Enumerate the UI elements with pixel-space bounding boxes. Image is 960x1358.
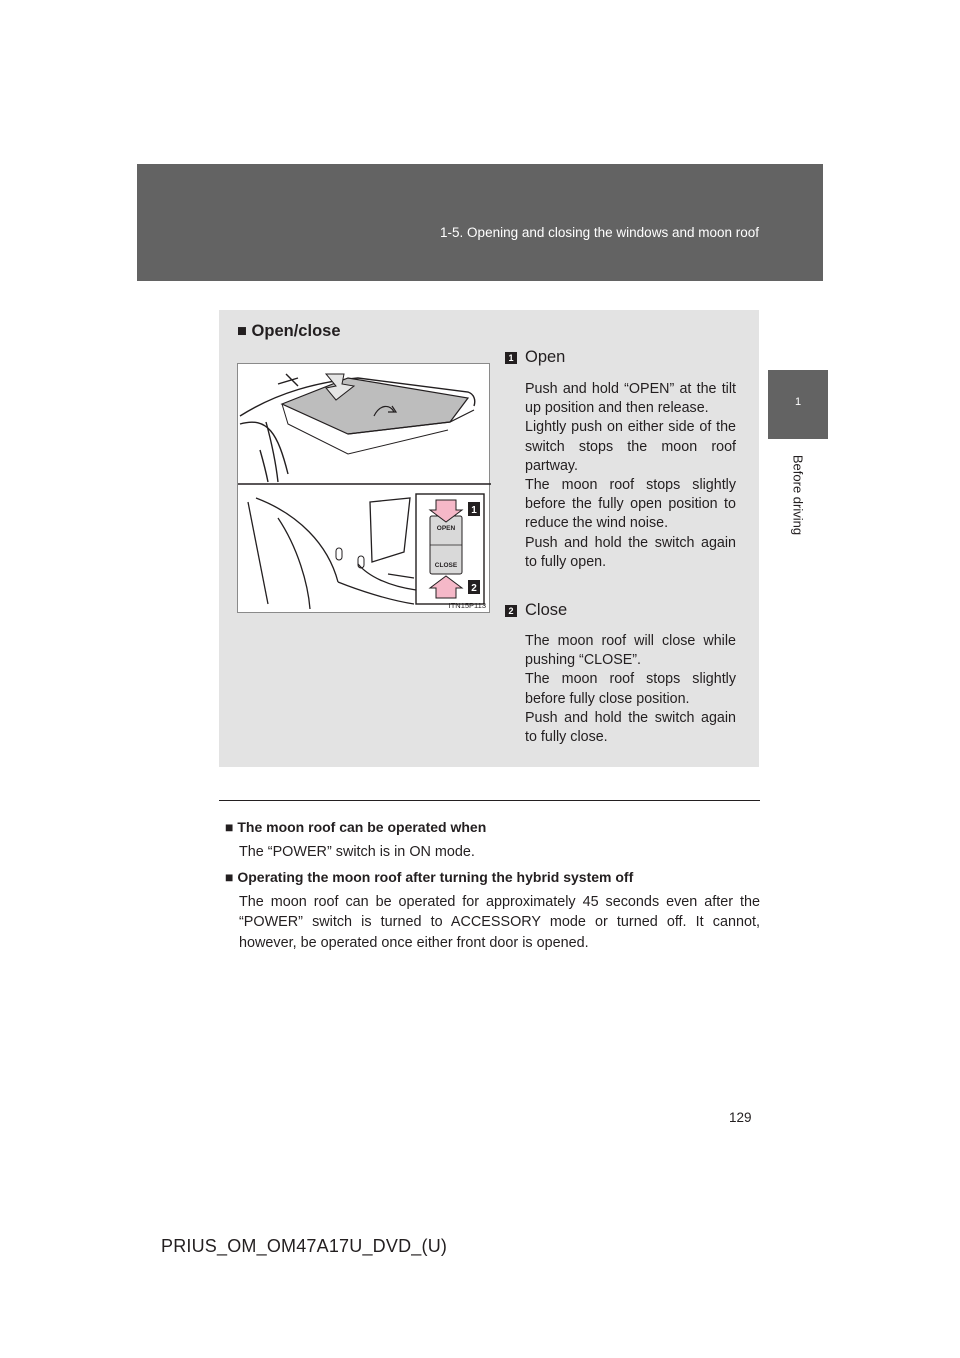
panel-heading: ■ Open/close [237, 322, 341, 340]
moon-roof-illustration [237, 363, 490, 613]
step-number-badge: 2 [505, 605, 517, 617]
step-close-body [525, 632, 736, 747]
section-title: 1-5. Opening and closing the windows and moon roof [440, 225, 759, 240]
page-number: 129 [729, 1110, 752, 1125]
step-open-line: Lightly push on either side of the switch stops the moon roof partway. [525, 419, 736, 474]
step-open-title: Open [525, 348, 566, 366]
document-code: PRIUS_OM_OM47A17U_DVD_(U) [161, 1236, 448, 1256]
callout-1-label: 1 [471, 505, 477, 516]
step-number-badge: 1 [505, 352, 517, 364]
switch-open-label: OPEN [436, 525, 456, 532]
moon-roof-drawing [238, 364, 491, 614]
step-open-line: Push and hold “OPEN” at the tilt up position and then release. [525, 381, 736, 417]
note-text: The “POWER” switch is in ON mode. [239, 844, 475, 860]
chapter-tab [768, 370, 828, 439]
note-title: ■ Operating the moon roof after turning the hybrid system off [225, 869, 634, 885]
chapter-number: 1 [794, 396, 802, 408]
step-open-heading [505, 348, 565, 367]
callout-2-label: 2 [471, 583, 477, 594]
step-open-line: The moon roof stops slightly before the fully open position to reduce the wind noise. [525, 477, 736, 532]
note-text: The moon roof can be operated for approximately 45 seconds even after the “POWER” switch is turned to ACCESSORY mode or turned off. It cannot, however, be operated once either front door is opened. [239, 894, 760, 951]
figure-code: ITN15P113 [448, 601, 486, 610]
step-close-line: The moon roof will close while pushing “CLOSE”. [525, 633, 736, 669]
chapter-label: Before driving [790, 454, 806, 536]
step-close-line: Push and hold the switch again to fully close. [525, 709, 736, 746]
step-open-body [525, 380, 736, 572]
notes-divider [219, 800, 760, 801]
switch-close-label: CLOSE [434, 562, 458, 569]
note-title: ■ The moon roof can be operated when [225, 819, 487, 835]
step-close-heading [505, 601, 567, 620]
open-close-panel [219, 310, 759, 767]
step-open-line: Push and hold the switch again to fully open. [525, 534, 736, 570]
step-close-title: Close [525, 601, 568, 619]
section-header-band [137, 164, 823, 281]
step-close-line: The moon roof stops slightly before fully close position. [525, 671, 736, 707]
